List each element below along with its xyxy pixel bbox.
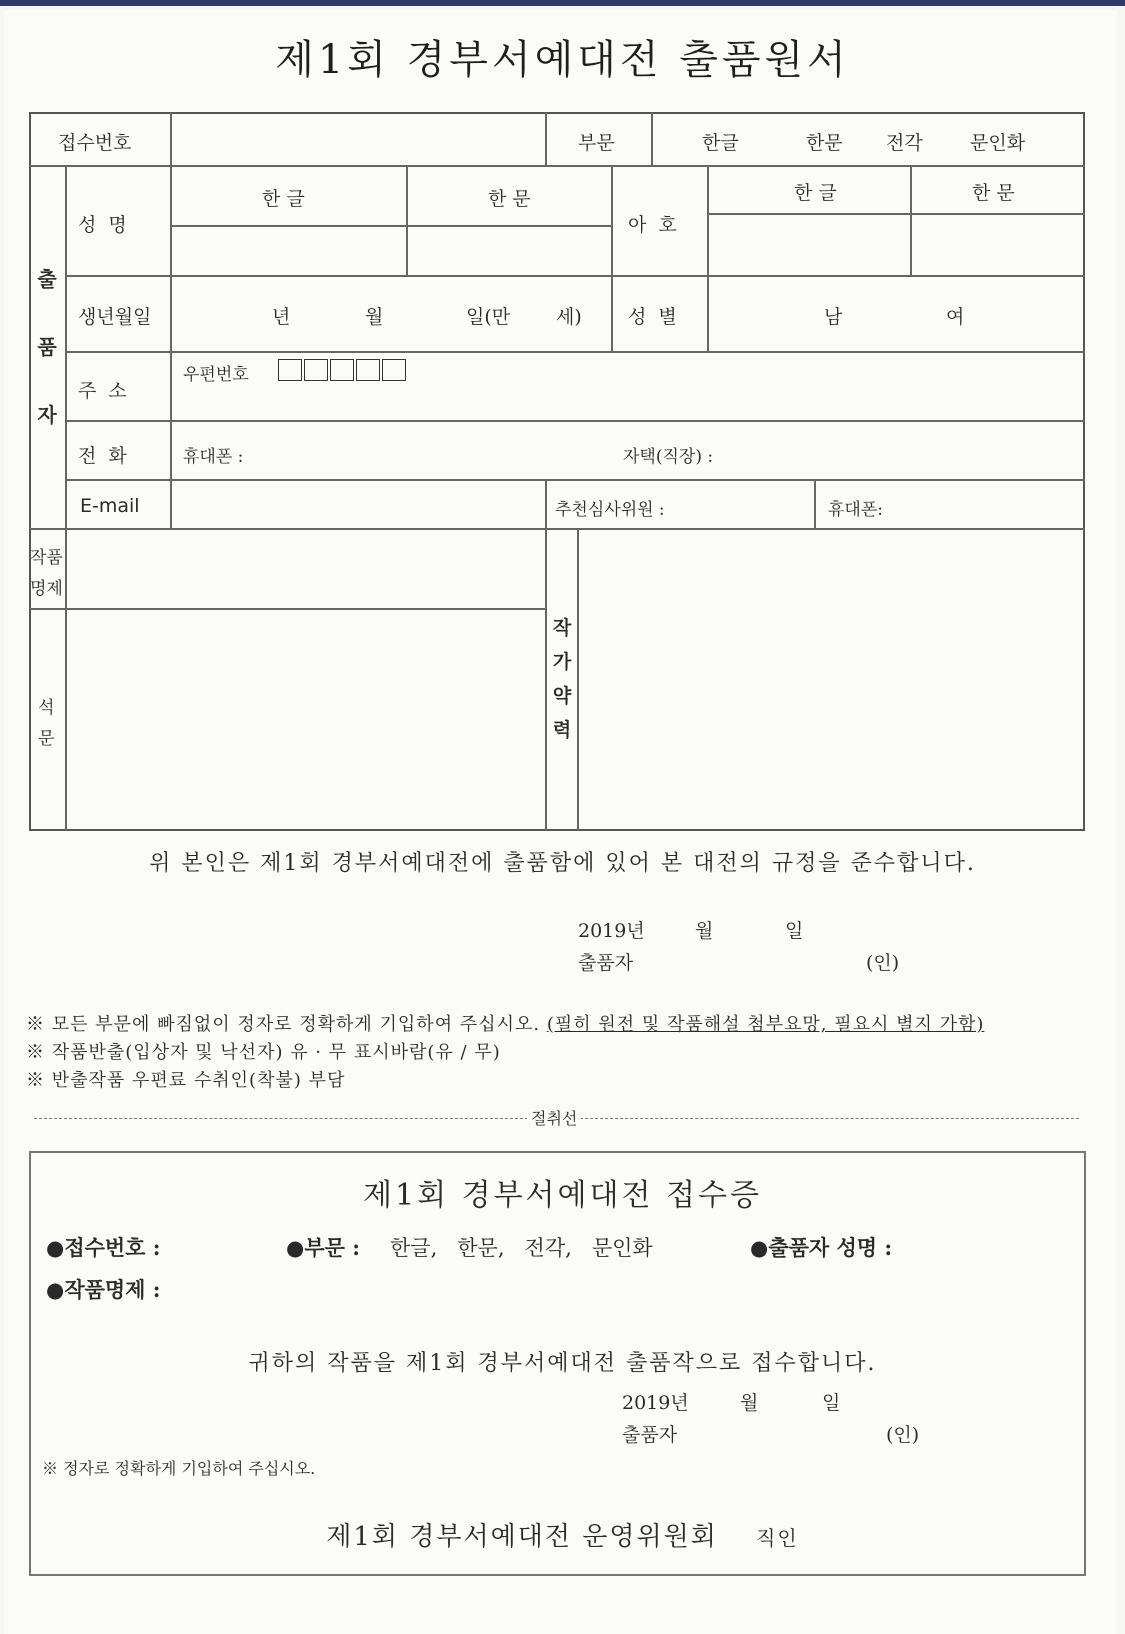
pen-name-hanmun-field[interactable] [913, 216, 1083, 273]
phone-label: 전 화 [78, 445, 127, 467]
grid-line [65, 479, 1085, 481]
grid-line [171, 225, 611, 227]
note-1-underlined: (필히 원전 및 작품해설 첨부요망, 필요시 별지 가함) [546, 1014, 985, 1035]
birth-month-unit: 월 [365, 306, 384, 328]
postal-code-boxes[interactable] [278, 359, 406, 381]
exhibitor-section-label: 출 품 자 [37, 267, 57, 427]
note-2: ※ 작품반출(입상자 및 낙선자) 유 · 무 표시바람(유 / 무) [26, 1042, 501, 1063]
cut-line-label: 절취선 [527, 1106, 581, 1129]
top-status-bar [0, 0, 1125, 6]
category-hangul[interactable]: 한글 [702, 132, 739, 154]
receipt-exhibitor-label: 출품자 [622, 1424, 678, 1446]
recommender-mobile-label: 휴대폰: [828, 500, 883, 520]
note-3: ※ 반출작품 우편료 수취인(착불) 부담 [26, 1070, 346, 1091]
grid-line [545, 112, 547, 166]
postal-digit-box[interactable] [330, 359, 354, 381]
work-title-field[interactable] [68, 531, 543, 606]
receipt-category-values: 한글, 한문, 전각, 문인화 [390, 1236, 653, 1260]
receipt-category-item: ●부문 : [286, 1235, 360, 1260]
work-title-label: 작품 명제 [30, 548, 63, 599]
committee-name: 제1회 경부서예대전 운영위원회 직인 [326, 1522, 799, 1552]
category-hanmun[interactable]: 한문 [806, 132, 843, 154]
grid-line [65, 351, 1085, 353]
form-title: 제1회 경부서예대전 출품원서 [275, 37, 850, 83]
receipt-work-title-item: ●작품명제 : [46, 1277, 161, 1302]
email-label: E-mail [80, 495, 140, 517]
pledge-day: 일 [785, 920, 804, 942]
recommender-label: 추천심사위원 : [555, 500, 665, 520]
grid-line [29, 165, 1085, 167]
name-hangul-header: 한 글 [262, 188, 305, 210]
receipt-seal-mark: (인) [886, 1424, 920, 1446]
address-label: 주 소 [78, 380, 127, 402]
postal-digit-box[interactable] [382, 359, 406, 381]
grid-line [577, 528, 579, 831]
name-hanmun-field[interactable] [409, 228, 609, 273]
grid-line [910, 165, 912, 276]
grid-line [65, 165, 67, 831]
interpretation-label: 석 문 [38, 698, 55, 749]
receipt-number-label: 접수번호 [58, 132, 132, 154]
grid-line [170, 112, 172, 529]
mobile-label: 휴대폰 : [183, 447, 244, 467]
gender-male-option[interactable]: 남 [824, 306, 843, 328]
pledge-exhibitor-label: 출품자 [578, 952, 634, 974]
grid-line [65, 420, 1085, 422]
grid-line [651, 112, 653, 166]
grid-line [29, 608, 546, 610]
birth-day-age-unit: 일(만 [466, 306, 511, 328]
interpretation-field[interactable] [68, 611, 543, 829]
postal-digit-box[interactable] [356, 359, 380, 381]
grid-line [814, 479, 816, 529]
name-hangul-field[interactable] [173, 228, 405, 273]
pledge-sentence: 위 본인은 제1회 경부서예대전에 출품함에 있어 본 대전의 규정을 준수합니다. [149, 851, 976, 876]
receipt-month: 월 [740, 1392, 759, 1414]
grid-line [29, 528, 1085, 530]
pen-name-hangul-field[interactable] [710, 216, 908, 273]
pen-name-label: 아 호 [628, 214, 677, 236]
receipt-number-item: ●접수번호 : [46, 1235, 161, 1260]
gender-label: 성 별 [628, 306, 677, 328]
category-label: 부문 [578, 132, 615, 154]
pledge-seal-mark: (인) [866, 952, 900, 974]
official-stamp-label: 직인 [756, 1526, 799, 1550]
name-label: 성 명 [78, 214, 127, 236]
artist-bio-label: 작 가 약 력 [552, 617, 572, 741]
grid-line [406, 165, 408, 276]
receipt-day: 일 [822, 1392, 841, 1414]
age-unit-close: 세) [556, 306, 582, 328]
receipt-exhibitor-name-item: ●출품자 성명 : [750, 1235, 893, 1260]
artist-bio-field[interactable] [580, 531, 1083, 829]
pledge-year: 2019년 [578, 920, 645, 942]
receipt-note: ※ 정자로 정확하게 기입하여 주십시오. [42, 1459, 316, 1478]
category-jeongak[interactable]: 전각 [886, 132, 923, 154]
postal-digit-box[interactable] [304, 359, 328, 381]
category-muninhwa[interactable]: 문인화 [970, 132, 1026, 154]
birth-date-label: 생년월일 [78, 306, 152, 328]
receipt-year: 2019년 [622, 1392, 689, 1414]
pen-name-hangul-header: 한 글 [794, 182, 837, 204]
name-hanmun-header: 한 문 [488, 188, 531, 210]
postal-digit-box[interactable] [278, 359, 302, 381]
home-work-phone-label: 자택(직장) : [623, 447, 714, 467]
pledge-month: 월 [695, 920, 714, 942]
grid-line [611, 165, 613, 352]
note-1: ※ 모든 부문에 빠짐없이 정자로 정확하게 기입하여 주십시오. (필히 원전 및 작품해설 첨부요망, 필요시 별지 가함) [26, 1014, 985, 1035]
postal-code-label: 우편번호 [183, 365, 249, 385]
grid-line [708, 213, 1085, 215]
gender-female-option[interactable]: 여 [946, 306, 965, 328]
birth-year-unit: 년 [272, 306, 291, 328]
pen-name-hanmun-header: 한 문 [972, 182, 1015, 204]
receipt-sentence: 귀하의 작품을 제1회 경부서예대전 출품작으로 접수합니다. [248, 1351, 877, 1376]
grid-line [65, 275, 1085, 277]
receipt-title: 제1회 경부서예대전 접수증 [363, 1178, 762, 1213]
grid-line [707, 165, 709, 352]
